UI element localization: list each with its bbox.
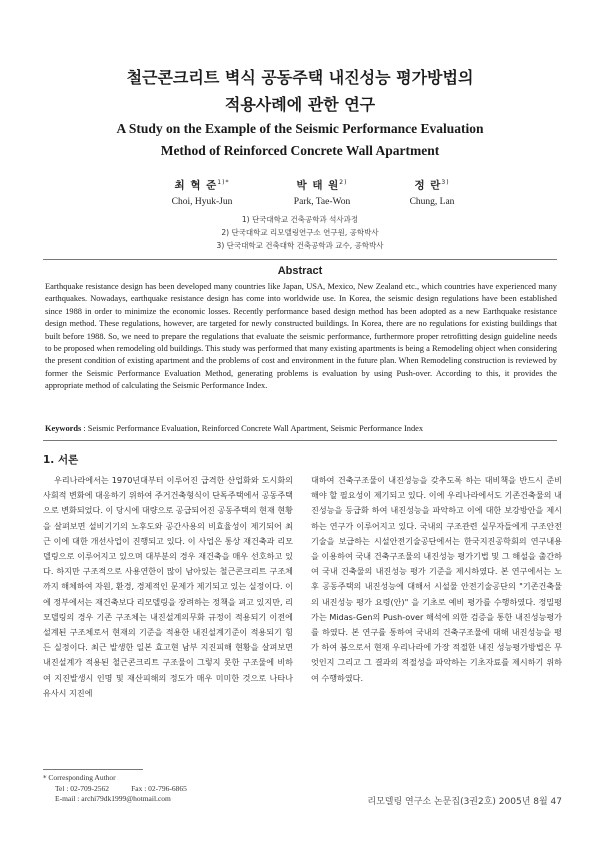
title-english-line1: A Study on the Example of the Seismic Performance Evaluation bbox=[116, 121, 484, 136]
body-paragraph: 우리나라에서는 1970년대부터 이루어진 급격한 산업화와 도시화의 사회적 변화에 대응하기 위하여 주거건축형식이 단독주택에서 공동주택으로 변화되었다. 이 당시에 대량으로 공급되어진 공동주택의 현재 현황을 살펴보면 설비기기의 노후도와 공간사용의 비효율성이 제기되어 최근 이에 대한 개선사업이 진행되고 있다. 이 사업은 통상 재건축과 리모델링으로 이루어지고 있으며 대부분의 경우 재건축을 매우 선호하고 있다. 하지만 구조적으로 사용연한이 많이 남아있는 철근콘크리트 구조체까지 해체하여 자원, 환경, 경제적인 문제가 제기되고 있는 실정이다. 이에 정부에서는 재건축보다 리모델링을 장려하는 정책을 펴고 있지만, 리모델링의 경우 기존 구조체는 내진설계의무화 규정이 적용되기 이전에 설계된 구조체로서 현재의 기준을 적용한 내진설계기준이 적용되기 힘든 실정이다. 최근 발생한 일본 효고현 남부 지진피해 현황을 살펴보면 내진설계가 적용된 철근콘크리트 구조물이 그렇지 못한 구조물에 비하여 지진발생시 인명 및 재산피해의 정도가 매우 미미한 것으로 나타나 유사시 지진에 bbox=[43, 475, 293, 698]
footnote-email: E-mail : archi79dk1999@hotmail.com bbox=[55, 794, 171, 803]
title-korean-line2: 적용사례에 관한 연구 bbox=[224, 95, 376, 114]
author-2 bbox=[267, 176, 377, 209]
footnote-rule bbox=[43, 769, 143, 770]
body-column-right bbox=[311, 473, 562, 686]
abstract-heading: Abstract bbox=[277, 265, 323, 277]
author-superscript: 2) bbox=[339, 179, 348, 186]
author-name-english: Chung, Lan bbox=[409, 196, 455, 207]
title-english-line2: Method of Reinforced Concrete Wall Apartment bbox=[160, 143, 440, 158]
page-footer: 리모델링 연구소 논문집(3권2호) 2005년 8월 47 bbox=[367, 797, 562, 807]
body-paragraph: 대하여 건축구조물이 내진성능을 갖추도록 하는 대비책을 반드시 준비해야 할 필요성이 제기되고 있다. 이에 우리나라에서도 기존건축물의 내진성능을 등급화 하여 내진성능을 파악하고 이에 대한 보강방안을 제시하는 연구가 이루어지고 있다. 국내의 구조관련 실무자들에게 구조안전기술을 보급하는 시설안전기술공단에서는 한국지진공학회의 연구내용을 이용하여 국내 건축구조물의 내진성능 평가기법 및 그 해설을 출간하여 국내 건축물의 내진성능 평가 기준을 제시하였다. 본 연구에서는 노후 공동주택의 내진성능에 대해서 시설물 안전기술공단의 "기존건축물의 내진성능 평가 요령(안)" 을 기초로 예비 평가를 수행하였다. 정밀평가는 Midas-Gen의 Push-over 해석에 의한 검증을 통한 내진성능평가를 하였다. 본 연구를 통하여 국내의 건축구조물에 대해 내진성능을 평가 하여 봄으로서 현재 우리나라에 가장 적절한 내진 성능평가방법은 무엇인지 그리고 그 결과의 적절성을 파악하는 기초자료를 제시하기 위하여 수행하였다. bbox=[311, 475, 562, 683]
title-korean bbox=[0, 64, 600, 118]
affiliations bbox=[0, 213, 600, 252]
affiliation-3: 3) 단국대학교 건축대학 건축공학과 교수, 공학박사 bbox=[216, 241, 384, 250]
abstract-bottom-rule bbox=[43, 440, 557, 441]
affiliation-1: 1) 단국대학교 건축공학과 석사과정 bbox=[241, 215, 359, 224]
title-korean-line1: 철근콘크리트 벽식 공동주택 내진성능 평가방법의 bbox=[126, 68, 474, 87]
footnote-tel: Tel : 02-709-2562 bbox=[55, 783, 110, 793]
author-1 bbox=[147, 176, 257, 209]
author-superscript: 3) bbox=[441, 179, 450, 186]
author-name-korean: 정 란 bbox=[414, 179, 442, 192]
section-heading: 1. 서론 bbox=[43, 454, 79, 466]
footnote-fax: Fax : 02-796-6865 bbox=[131, 783, 187, 793]
title-english bbox=[0, 118, 600, 162]
author-name-korean: 최 혁 준 bbox=[174, 179, 218, 192]
author-name-english: Choi, Hyuk-Jun bbox=[171, 196, 233, 207]
abstract-text: Earthquake resistance design has been developed many countries like Japan, USA, Mexico, New Zealand etc., which countries have experienced many earthquakes. Nowadays, earthquake resistance design has come into worldwide use. In Korea, the seismic design regulations have been established since 1988 in order to minimize the economic losses. Recently performance based design method has been adopted as a new Earthquake resistance design method. These regulations, however, are targeted for newly constructed buildings. In Korea, there are no regulations for existing buildings that built before 1988. So, we need to prepare the regulations that evaluate the seismic performance, furthermore proper retrofitting design guideline needs to be proposed when remodeling old buildings. This study was performed that many existing apartments is being a Remodeling object when considering the present condition of existing apartment and the problems of cost and environment in the future plan. When Remodeling construction is reviewed by former the Seismic Performance Evaluation Method, generating problems is evaluation by using Push-over. According to this, it provides the appropriate method of calculating the Seismic Performance Index. bbox=[45, 282, 557, 391]
author-3 bbox=[377, 176, 487, 209]
author-name-english: Park, Tae-Won bbox=[293, 196, 351, 207]
keywords-label: Keywords bbox=[45, 424, 82, 433]
abstract-top-rule bbox=[43, 259, 557, 260]
keywords bbox=[45, 423, 557, 435]
footnote bbox=[43, 773, 293, 805]
author-name-korean: 박 태 원 bbox=[296, 179, 340, 192]
keywords-text: : Seismic Performance Evaluation, Reinforced Concrete Wall Apartment, Seismic Performance Index bbox=[81, 424, 424, 433]
affiliation-2: 2) 단국대학교 리모델링연구소 연구원, 공학박사 bbox=[221, 228, 379, 237]
author-superscript: 1)* bbox=[217, 179, 230, 186]
footnote-star: * bbox=[43, 774, 47, 782]
footnote-label: Corresponding Author bbox=[48, 773, 116, 782]
body-column-left bbox=[43, 473, 293, 701]
